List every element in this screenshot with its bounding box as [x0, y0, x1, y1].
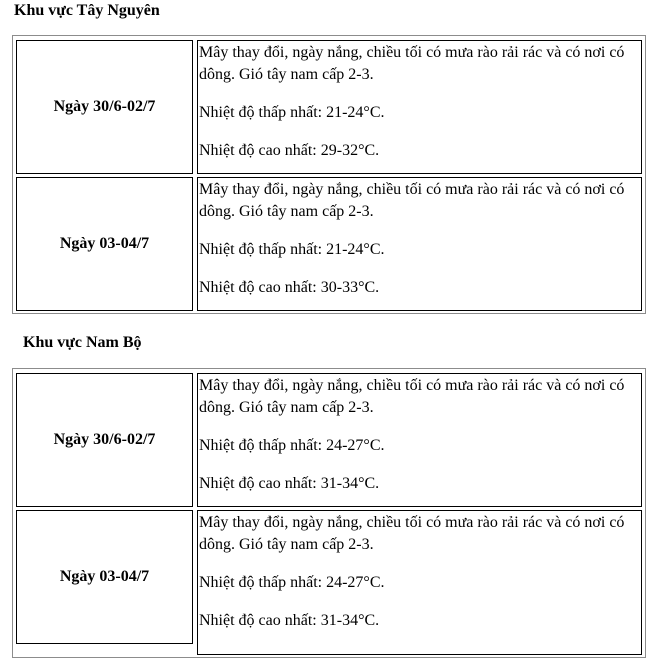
- date-cell: Ngày 03-04/7: [16, 177, 193, 311]
- description-cell: [197, 510, 642, 655]
- temperature-max: Nhiệt độ cao nhất: 30-33°C.: [199, 279, 380, 296]
- temperature-min: Nhiệt độ thấp nhất: 24-27°C.: [199, 574, 385, 591]
- weather-description: Mây thay đổi, ngày nắng, chiều tối có mưa rào rải rác và có nơi có dông. Gió tây nam cấp 2-3.: [199, 181, 625, 220]
- region-title-tay-nguyen: Khu vực Tây Nguyên: [14, 2, 160, 19]
- date-cell: Ngày 30/6-02/7: [16, 40, 193, 174]
- weather-description: Mây thay đổi, ngày nắng, chiều tối có mưa rào rải rác và có nơi có dông. Gió tây nam cấp 2-3.: [199, 514, 625, 553]
- weather-description: Mây thay đổi, ngày nắng, chiều tối có mưa rào rải rác và có nơi có dông. Gió tây nam cấp 2-3.: [199, 377, 625, 416]
- table-row: [16, 510, 642, 655]
- region-title-nam-bo: Khu vực Nam Bộ: [23, 334, 142, 351]
- temperature-max: Nhiệt độ cao nhất: 31-34°C.: [199, 612, 380, 629]
- description-cell: [197, 373, 642, 507]
- temperature-min: Nhiệt độ thấp nhất: 21-24°C.: [199, 104, 385, 121]
- description-cell: [197, 177, 642, 311]
- date-cell: Ngày 30/6-02/7: [16, 373, 193, 507]
- temperature-max: Nhiệt độ cao nhất: 29-32°C.: [199, 142, 380, 159]
- temperature-min: Nhiệt độ thấp nhất: 24-27°C.: [199, 437, 385, 454]
- description-cell: [197, 40, 642, 174]
- table-row: [16, 40, 642, 174]
- table-row: [16, 373, 642, 507]
- table-row: [16, 177, 642, 311]
- temperature-min: Nhiệt độ thấp nhất: 21-24°C.: [199, 241, 385, 258]
- forecast-table-nam-bo: [12, 368, 646, 658]
- forecast-table-tay-nguyen: [12, 35, 646, 314]
- weather-description: Mây thay đổi, ngày nắng, chiều tối có mưa rào rải rác và có nơi có dông. Gió tây nam cấp 2-3.: [199, 44, 625, 83]
- temperature-max: Nhiệt độ cao nhất: 31-34°C.: [199, 475, 380, 492]
- date-cell: Ngày 03-04/7: [16, 510, 193, 644]
